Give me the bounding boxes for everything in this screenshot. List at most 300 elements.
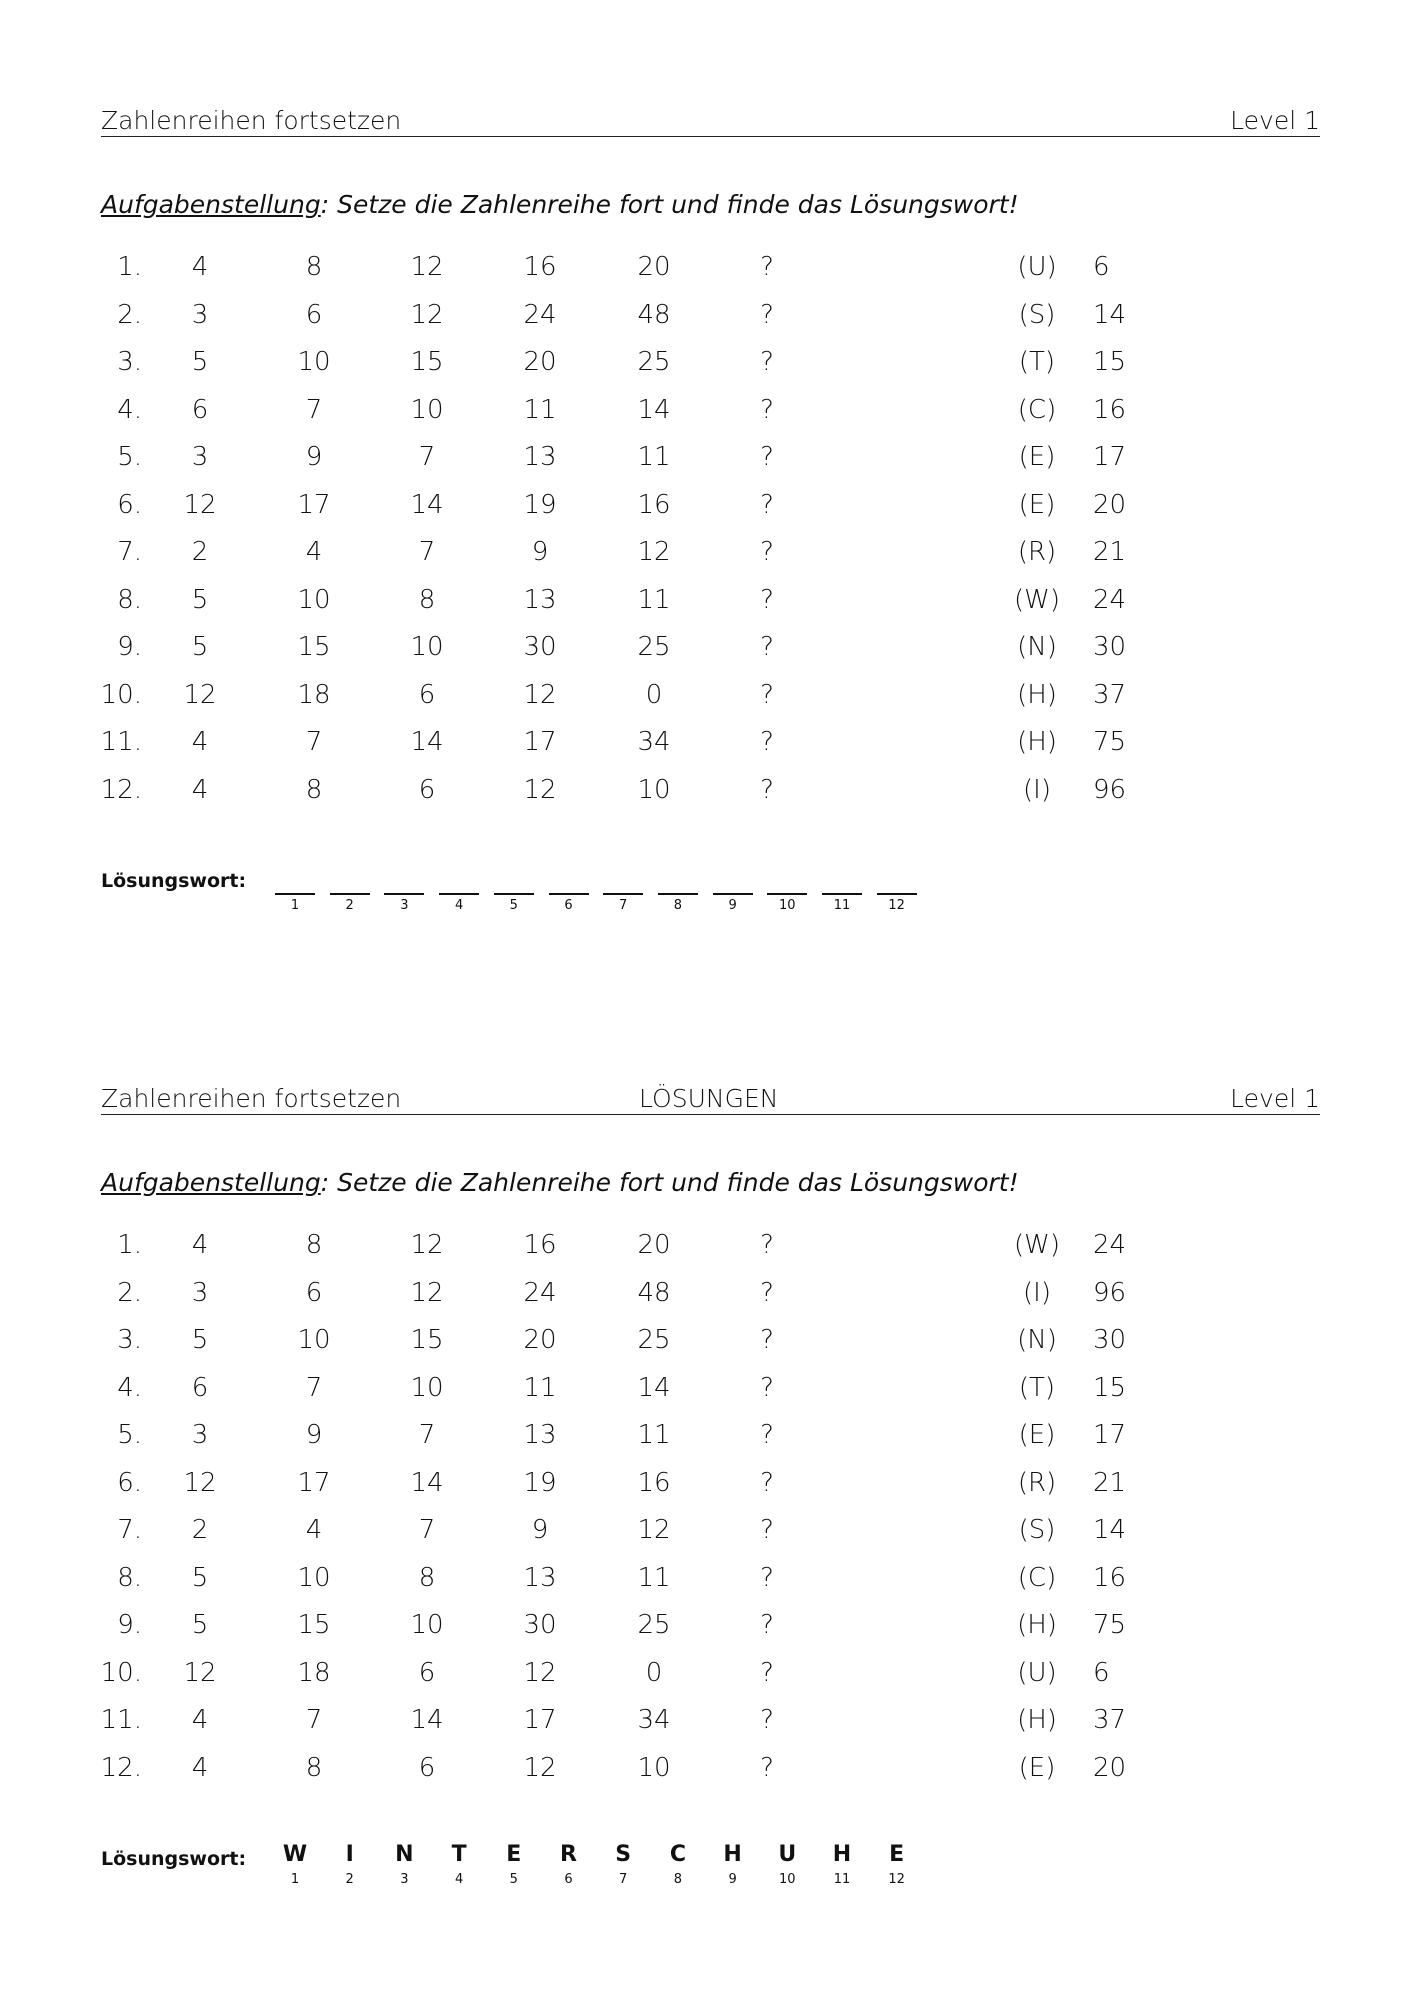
exercise-row [0, 1705, 1414, 1752]
answer-letter: (H) [1017, 1610, 1057, 1640]
answer-value: 30 [1093, 1325, 1127, 1355]
exercise-number: 5. [117, 442, 142, 472]
sequence-value: 5 [191, 1610, 209, 1640]
exercise-row [0, 1610, 1414, 1657]
sequence-value: 0 [645, 1657, 663, 1688]
exercise-number: 6. [117, 489, 142, 520]
missing-value: ? [760, 537, 774, 567]
sequence-value: 4 [191, 252, 209, 282]
sequence-value: 5 [191, 347, 209, 377]
slot-number: 8 [673, 1872, 683, 1887]
sequence-value: 7 [305, 394, 323, 425]
sequence-value: 34 [637, 727, 671, 757]
sequence-value: 13 [523, 442, 557, 472]
sequence-value: 30 [523, 632, 557, 662]
sequence-value: 14 [410, 1467, 444, 1498]
sequence-value: 13 [523, 584, 557, 615]
sequence-value: 5 [191, 632, 209, 662]
solution-letter: E [506, 1842, 522, 1867]
sequence-value: 11 [637, 442, 671, 472]
answer-letter: (N) [1017, 632, 1057, 662]
sequence-value: 9 [305, 442, 323, 472]
sequence-value: 6 [191, 394, 209, 425]
sequence-value: 14 [410, 727, 444, 757]
sequence-value: 10 [297, 1325, 331, 1355]
sequence-value: 5 [191, 1562, 209, 1593]
exercise-row [0, 585, 1414, 632]
missing-value: ? [760, 1705, 774, 1735]
exercise-number: 7. [117, 1515, 142, 1545]
sequence-value: 12 [410, 1277, 444, 1308]
exercise-number: 9. [117, 1610, 142, 1640]
slot-number: 1 [290, 1872, 300, 1887]
sequence-value: 11 [523, 394, 557, 425]
sequence-value: 17 [523, 1705, 557, 1735]
answer-value: 21 [1093, 537, 1127, 567]
sequence-value: 10 [410, 1372, 444, 1403]
sequence-value: 14 [637, 394, 671, 425]
solution-letter: E [889, 1842, 905, 1867]
sequence-value: 12 [183, 679, 217, 710]
solution-letter: R [560, 1842, 577, 1867]
sequence-value: 20 [523, 347, 557, 377]
slot-number: 12 [888, 898, 905, 913]
header-level: Level 1 [1230, 106, 1320, 135]
sequence-value: 7 [418, 537, 436, 567]
sequence-value: 18 [297, 679, 331, 710]
answer-value: 37 [1093, 1705, 1127, 1735]
solution-letter: I [345, 1842, 354, 1867]
answer-letter: (T) [1018, 1372, 1056, 1403]
missing-value: ? [760, 1325, 774, 1355]
sequence-value: 8 [305, 774, 323, 805]
sequence-value: 8 [305, 1230, 323, 1260]
exercise-number: 1. [117, 1230, 142, 1260]
sequence-value: 3 [191, 1277, 209, 1308]
answer-value: 17 [1093, 1420, 1127, 1450]
exercise-row [0, 1230, 1414, 1277]
blank-line [713, 893, 753, 895]
sequence-value: 8 [305, 252, 323, 282]
answer-value: 75 [1093, 727, 1127, 757]
missing-value: ? [760, 442, 774, 472]
header-solutions-label: LÖSUNGEN [639, 1084, 779, 1113]
sequence-value: 12 [523, 1657, 557, 1688]
slot-number: 10 [779, 898, 796, 913]
missing-value: ? [760, 299, 774, 330]
answer-value: 16 [1093, 394, 1127, 425]
exercise-row [0, 775, 1414, 822]
answer-letter: (H) [1017, 679, 1057, 710]
sequence-value: 4 [305, 537, 323, 567]
blank-line [767, 893, 807, 895]
answer-value: 96 [1093, 1277, 1127, 1308]
sequence-value: 25 [637, 1325, 671, 1355]
exercise-number: 8. [117, 1562, 142, 1593]
blank-line [822, 893, 862, 895]
sequence-value: 34 [637, 1705, 671, 1735]
solution-letter: S [615, 1842, 632, 1867]
sequence-value: 6 [418, 1657, 436, 1688]
sequence-value: 12 [637, 537, 671, 567]
sequence-value: 19 [523, 489, 557, 520]
exercise-number: 10. [100, 1657, 142, 1688]
sequence-value: 4 [191, 1752, 209, 1783]
sequence-value: 10 [637, 774, 671, 805]
sequence-value: 6 [418, 679, 436, 710]
solution-word-label: Lösungswort: [101, 870, 247, 892]
answer-value: 24 [1093, 584, 1127, 615]
sequence-value: 25 [637, 347, 671, 377]
answer-value: 6 [1093, 252, 1110, 282]
exercise-row [0, 252, 1414, 299]
sequence-value: 24 [523, 299, 557, 330]
sequence-value: 12 [183, 489, 217, 520]
sequence-value: 13 [523, 1420, 557, 1450]
sequence-value: 7 [305, 727, 323, 757]
answer-value: 15 [1093, 347, 1127, 377]
answer-letter: (W) [1014, 1230, 1060, 1260]
blank-line [603, 893, 643, 895]
sequence-value: 16 [637, 1467, 671, 1498]
slot-number: 9 [728, 1872, 737, 1887]
missing-value: ? [760, 1420, 774, 1450]
missing-value: ? [760, 632, 774, 662]
exercise-row [0, 1373, 1414, 1420]
sequence-value: 13 [523, 1562, 557, 1593]
missing-value: ? [760, 394, 774, 425]
exercise-number: 11. [100, 727, 142, 757]
slot-number: 6 [564, 898, 573, 913]
sequence-value: 4 [191, 1705, 209, 1735]
answer-letter: (R) [1017, 537, 1057, 567]
slot-number: 5 [509, 1872, 518, 1887]
missing-value: ? [760, 1610, 774, 1640]
missing-value: ? [760, 1230, 774, 1260]
worksheet-header [101, 100, 1320, 137]
exercise-number: 2. [117, 299, 142, 330]
slot-number: 9 [728, 898, 737, 913]
sequence-value: 6 [418, 774, 436, 805]
solutions-header [101, 1078, 1320, 1115]
sequence-value: 2 [191, 1515, 209, 1545]
sequence-value: 10 [297, 1562, 331, 1593]
missing-value: ? [760, 489, 774, 520]
sequence-value: 12 [410, 299, 444, 330]
exercise-row [0, 490, 1414, 537]
slot-number: 6 [564, 1872, 573, 1887]
sequence-value: 3 [191, 442, 209, 472]
sequence-value: 7 [305, 1372, 323, 1403]
sequence-value: 30 [523, 1610, 557, 1640]
missing-value: ? [760, 1752, 774, 1783]
answer-letter: (I) [1023, 774, 1051, 805]
sequence-value: 6 [191, 1372, 209, 1403]
sequence-value: 12 [183, 1657, 217, 1688]
answer-letter: (H) [1017, 727, 1057, 757]
slot-number: 1 [290, 898, 300, 913]
solution-letter: H [832, 1842, 852, 1867]
sequence-value: 7 [418, 1420, 436, 1450]
slot-number: 7 [619, 1872, 628, 1887]
slot-number: 4 [454, 898, 464, 913]
solution-word-label: Lösungswort: [101, 1848, 247, 1870]
slot-number: 11 [833, 1872, 851, 1887]
sequence-value: 9 [531, 1515, 549, 1545]
blank-line [275, 893, 315, 895]
exercise-number: 10. [100, 679, 142, 710]
exercise-row [0, 300, 1414, 347]
slot-number: 12 [888, 1872, 905, 1887]
answer-letter: (W) [1014, 584, 1060, 615]
exercise-row [0, 347, 1414, 394]
answer-letter: (E) [1018, 442, 1056, 472]
answer-letter: (S) [1018, 299, 1056, 330]
missing-value: ? [760, 679, 774, 710]
task-label: Aufgabenstellung [101, 1168, 321, 1197]
exercise-row [0, 727, 1414, 774]
answer-value: 6 [1093, 1657, 1110, 1688]
blank-line [494, 893, 534, 895]
missing-value: ? [760, 774, 774, 805]
sequence-value: 7 [305, 1705, 323, 1735]
answer-letter: (T) [1018, 347, 1056, 377]
sequence-value: 4 [305, 1515, 323, 1545]
answer-value: 24 [1093, 1230, 1127, 1260]
sequence-value: 12 [410, 252, 444, 282]
sequence-value: 12 [523, 679, 557, 710]
answer-value: 20 [1093, 1752, 1127, 1783]
exercise-row [0, 442, 1414, 489]
blank-line [549, 893, 589, 895]
sequence-value: 3 [191, 1420, 209, 1450]
sequence-value: 17 [297, 489, 331, 520]
sequence-value: 8 [418, 584, 436, 615]
exercise-number: 1. [117, 252, 142, 282]
missing-value: ? [760, 1515, 774, 1545]
sequence-value: 4 [191, 1230, 209, 1260]
exercise-row [0, 680, 1414, 727]
exercise-row [0, 1468, 1414, 1515]
sequence-value: 10 [410, 632, 444, 662]
sequence-value: 6 [305, 299, 323, 330]
exercise-number: 11. [100, 1705, 142, 1735]
sequence-value: 10 [297, 584, 331, 615]
sequence-value: 16 [523, 252, 557, 282]
exercise-row [0, 537, 1414, 584]
missing-value: ? [760, 1467, 774, 1498]
answer-value: 14 [1093, 1515, 1127, 1545]
missing-value: ? [760, 252, 774, 282]
sequence-value: 3 [191, 299, 209, 330]
solution-letter: U [778, 1842, 797, 1867]
sequence-value: 12 [183, 1467, 217, 1498]
solution-letter: H [723, 1842, 742, 1867]
sequence-value: 8 [305, 1752, 323, 1783]
exercise-row [0, 1753, 1414, 1800]
sequence-value: 4 [191, 774, 209, 805]
sequence-value: 10 [410, 394, 444, 425]
solution-letter: C [669, 1842, 686, 1867]
sequence-value: 25 [637, 632, 671, 662]
sequence-value: 20 [637, 1230, 671, 1260]
missing-value: ? [760, 584, 774, 615]
missing-value: ? [760, 347, 774, 377]
sequence-value: 4 [191, 727, 209, 757]
exercise-row [0, 395, 1414, 442]
sequence-value: 5 [191, 584, 209, 615]
answer-value: 37 [1093, 679, 1127, 710]
sequence-value: 11 [523, 1372, 557, 1403]
exercise-row [0, 632, 1414, 679]
task-instruction [101, 190, 1019, 219]
blank-line [877, 893, 917, 895]
exercise-row [0, 1278, 1414, 1325]
exercise-number: 5. [117, 1420, 142, 1450]
sequence-value: 12 [523, 1752, 557, 1783]
exercise-number: 9. [117, 632, 142, 662]
exercise-row [0, 1420, 1414, 1467]
task-instruction [101, 1168, 1019, 1197]
slot-number: 4 [454, 1872, 464, 1887]
answer-letter: (H) [1017, 1705, 1057, 1735]
sequence-value: 15 [297, 632, 331, 662]
sequence-value: 10 [410, 1610, 444, 1640]
header-level: Level 1 [1230, 1084, 1320, 1113]
missing-value: ? [760, 1372, 774, 1403]
exercise-row [0, 1563, 1414, 1610]
sequence-value: 14 [410, 1705, 444, 1735]
answer-letter: (I) [1023, 1277, 1051, 1308]
sequence-value: 12 [523, 774, 557, 805]
answer-value: 30 [1093, 632, 1127, 662]
answer-letter: (R) [1017, 1467, 1057, 1498]
exercise-row [0, 1515, 1414, 1562]
sequence-value: 25 [637, 1610, 671, 1640]
sequence-value: 2 [191, 537, 209, 567]
answer-value: 21 [1093, 1467, 1127, 1498]
blank-line [658, 893, 698, 895]
answer-letter: (E) [1018, 1420, 1056, 1450]
exercise-number: 7. [117, 537, 142, 567]
missing-value: ? [760, 1562, 774, 1593]
answer-value: 17 [1093, 442, 1127, 472]
sequence-value: 15 [410, 347, 444, 377]
exercise-row [0, 1658, 1414, 1705]
sequence-value: 18 [297, 1657, 331, 1688]
sequence-value: 16 [637, 489, 671, 520]
blank-line [439, 893, 479, 895]
sequence-value: 11 [637, 1420, 671, 1450]
sequence-value: 14 [637, 1372, 671, 1403]
task-text: : Setze die Zahlenreihe fort und finde das Lösungswort! [320, 1168, 1019, 1197]
exercise-row [0, 1325, 1414, 1372]
answer-value: 16 [1093, 1562, 1127, 1593]
sequence-value: 7 [418, 1515, 436, 1545]
answer-letter: (N) [1017, 1325, 1057, 1355]
sequence-value: 10 [637, 1752, 671, 1783]
slot-number: 7 [619, 898, 628, 913]
exercise-number: 12. [100, 774, 142, 805]
sequence-value: 14 [410, 489, 444, 520]
slot-number: 3 [400, 1872, 409, 1887]
sequence-value: 15 [297, 1610, 331, 1640]
slot-number: 2 [345, 1872, 354, 1887]
sequence-value: 6 [418, 1752, 436, 1783]
sequence-value: 20 [523, 1325, 557, 1355]
sequence-value: 19 [523, 1467, 557, 1498]
sequence-value: 5 [191, 1325, 209, 1355]
solution-letter: W [282, 1842, 308, 1867]
header-title: Zahlenreihen fortsetzen [101, 1084, 402, 1113]
blank-line [330, 893, 370, 895]
sequence-value: 8 [418, 1562, 436, 1593]
header-title: Zahlenreihen fortsetzen [101, 106, 402, 135]
sequence-value: 48 [637, 1277, 671, 1308]
sequence-value: 17 [297, 1467, 331, 1498]
slot-number: 2 [345, 898, 354, 913]
answer-value: 20 [1093, 489, 1127, 520]
answer-letter: (C) [1017, 394, 1057, 425]
task-text: : Setze die Zahlenreihe fort und finde das Lösungswort! [320, 190, 1019, 219]
missing-value: ? [760, 1277, 774, 1308]
answer-value: 14 [1093, 299, 1127, 330]
sequence-value: 24 [523, 1277, 557, 1308]
sequence-value: 9 [531, 537, 549, 567]
sequence-value: 9 [305, 1420, 323, 1450]
slot-number: 5 [509, 898, 518, 913]
sequence-value: 17 [523, 727, 557, 757]
answer-value: 96 [1093, 774, 1127, 805]
sequence-value: 12 [637, 1515, 671, 1545]
exercise-number: 6. [117, 1467, 142, 1498]
answer-letter: (C) [1017, 1562, 1057, 1593]
exercise-number: 8. [117, 584, 142, 615]
slot-number: 11 [833, 898, 851, 913]
sequence-value: 0 [645, 679, 663, 710]
sequence-value: 6 [305, 1277, 323, 1308]
slot-number: 3 [400, 898, 409, 913]
exercise-number: 12. [100, 1752, 142, 1783]
sequence-value: 16 [523, 1230, 557, 1260]
sequence-value: 20 [637, 252, 671, 282]
exercise-number: 2. [117, 1277, 142, 1308]
blank-line [384, 893, 424, 895]
exercise-number: 3. [117, 347, 142, 377]
missing-value: ? [760, 1657, 774, 1688]
sequence-value: 11 [637, 584, 671, 615]
sequence-value: 48 [637, 299, 671, 330]
sequence-value: 10 [297, 347, 331, 377]
answer-letter: (S) [1018, 1515, 1056, 1545]
missing-value: ? [760, 727, 774, 757]
answer-letter: (U) [1017, 252, 1057, 282]
task-label: Aufgabenstellung [101, 190, 321, 219]
sequence-value: 11 [637, 1562, 671, 1593]
slot-number: 8 [673, 898, 683, 913]
sequence-value: 15 [410, 1325, 444, 1355]
sequence-value: 12 [410, 1230, 444, 1260]
solution-letter: N [395, 1842, 414, 1867]
answer-letter: (U) [1017, 1657, 1057, 1688]
answer-value: 75 [1093, 1610, 1127, 1640]
answer-letter: (E) [1018, 1752, 1056, 1783]
slot-number: 10 [779, 1872, 796, 1887]
solution-letter: T [451, 1842, 467, 1867]
sequence-value: 7 [418, 442, 436, 472]
answer-value: 15 [1093, 1372, 1127, 1403]
exercise-number: 4. [117, 1372, 142, 1403]
